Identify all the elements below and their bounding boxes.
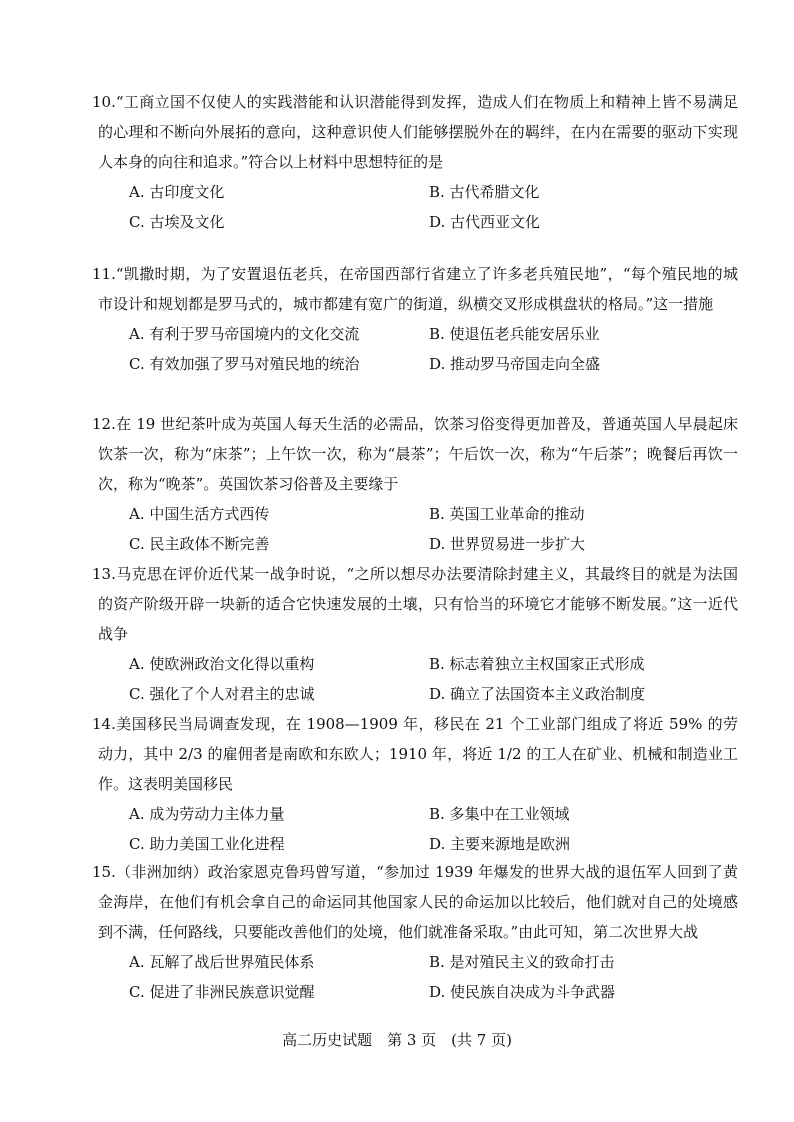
option-d: D. 使民族自决成为斗争武器 bbox=[429, 983, 616, 1001]
options-grid bbox=[129, 319, 738, 379]
question-stem bbox=[92, 857, 738, 947]
question-number: 14. bbox=[92, 715, 116, 733]
question-text: 马克思在评价近代某一战争时说，“之所以想尽办法要清除封建主义，其最终目的就是为法国的资产阶级开辟一块新的适合它快速发展的土壤，只有恰当的环境它才能够不断发展。”这一近代战争 bbox=[98, 565, 738, 643]
question-number: 13. bbox=[92, 565, 116, 583]
question-number: 15. bbox=[92, 863, 116, 881]
option-b: B. 英国工业革命的推动 bbox=[429, 505, 585, 523]
option-b: B. 古代希腊文化 bbox=[429, 183, 540, 201]
options-grid bbox=[129, 177, 738, 237]
question-10 bbox=[92, 87, 738, 237]
question-text: “工商立国不仅使人的实践潜能和认识潜能得到发挥，造成人们在物质上和精神上皆不易满足的心理和不断向外展拓的意向，这种意识使人们能够摆脱外在的羁绊，在内在需要的驱动下实现人本身的向往和追求。”符合以上材料中思想特征的是 bbox=[98, 93, 738, 171]
option-c: C. 民主政体不断完善 bbox=[129, 535, 270, 553]
question-stem bbox=[92, 259, 738, 319]
option-c: C. 古埃及文化 bbox=[129, 213, 225, 231]
question-number: 12. bbox=[92, 415, 116, 433]
option-d: D. 推动罗马帝国走向全盛 bbox=[429, 355, 601, 373]
page-footer: 高二历史试题 第 3 页 (共 7 页) bbox=[282, 1031, 512, 1049]
option-a: A. 有利于罗马帝国境内的文化交流 bbox=[129, 325, 360, 343]
question-13 bbox=[92, 559, 738, 709]
option-a: A. 使欧洲政治文化得以重构 bbox=[129, 655, 315, 673]
option-b: B. 多集中在工业领域 bbox=[429, 805, 570, 823]
question-14 bbox=[92, 709, 738, 859]
option-d: D. 主要来源地是欧洲 bbox=[429, 835, 571, 853]
option-b: B. 使退伍老兵能安居乐业 bbox=[429, 325, 600, 343]
question-text: （非洲加纳）政治家恩克鲁玛曾写道，“参加过 1939 年爆发的世界大战的退伍军人回到了黄金海岸，在他们有机会拿自己的命运同其他国家人民的命运加以比较后，他们就对自己的处境感到不满，任何路线，只要能改善他们的处境，他们就准备采取。”由此可知，第二次世界大战 bbox=[98, 863, 738, 941]
option-b: B. 标志着独立主权国家正式形成 bbox=[429, 655, 645, 673]
question-12 bbox=[92, 409, 738, 559]
option-a: A. 中国生活方式西传 bbox=[129, 505, 270, 523]
options-grid bbox=[129, 799, 738, 859]
option-c: C. 强化了个人对君主的忠诚 bbox=[129, 685, 315, 703]
question-11 bbox=[92, 259, 738, 379]
option-a: A. 瓦解了战后世界殖民体系 bbox=[129, 953, 315, 971]
option-b: B. 是对殖民主义的致命打击 bbox=[429, 953, 615, 971]
question-15 bbox=[92, 857, 738, 1007]
option-c: C. 助力美国工业化进程 bbox=[129, 835, 285, 853]
option-a: A. 成为劳动力主体力量 bbox=[129, 805, 285, 823]
option-c: C. 有效加强了罗马对殖民地的统治 bbox=[129, 355, 360, 373]
question-text: 在 19 世纪茶叶成为英国人每天生活的必需品，饮茶习俗变得更加普及，普通英国人早晨起床饮茶一次，称为“床茶”；上午饮一次，称为“晨茶”；午后饮一次，称为“午后茶”；晚餐后再饮一次，称为“晚茶”。英国饮茶习俗普及主要缘于 bbox=[98, 415, 738, 493]
options-grid bbox=[129, 499, 738, 559]
question-number: 11. bbox=[92, 265, 116, 283]
option-d: D. 确立了法国资本主义政治制度 bbox=[429, 685, 646, 703]
question-stem bbox=[92, 559, 738, 649]
options-grid bbox=[129, 947, 738, 1007]
question-text: “凯撒时期，为了安置退伍老兵，在帝国西部行省建立了许多老兵殖民地”，“每个殖民地的城市设计和规划都是罗马式的，城市都建有宽广的街道，纵横交叉形成棋盘状的格局。”这一措施 bbox=[98, 265, 738, 313]
option-d: D. 古代西亚文化 bbox=[429, 213, 541, 231]
option-c: C. 促进了非洲民族意识觉醒 bbox=[129, 983, 315, 1001]
options-grid bbox=[129, 649, 738, 709]
question-stem bbox=[92, 709, 738, 799]
question-text: 美国移民当局调查发现，在 1908—1909 年，移民在 21 个工业部门组成了将近 59% 的劳动力，其中 2/3 的雇佣者是南欧和东欧人；1910 年，将近 1/2 的工人在矿业、机械和制造业工作。这表明美国移民 bbox=[98, 715, 738, 793]
question-number: 10. bbox=[92, 93, 116, 111]
option-d: D. 世界贸易进一步扩大 bbox=[429, 535, 586, 553]
question-stem bbox=[92, 409, 738, 499]
question-stem bbox=[92, 87, 738, 177]
option-a: A. 古印度文化 bbox=[129, 183, 225, 201]
